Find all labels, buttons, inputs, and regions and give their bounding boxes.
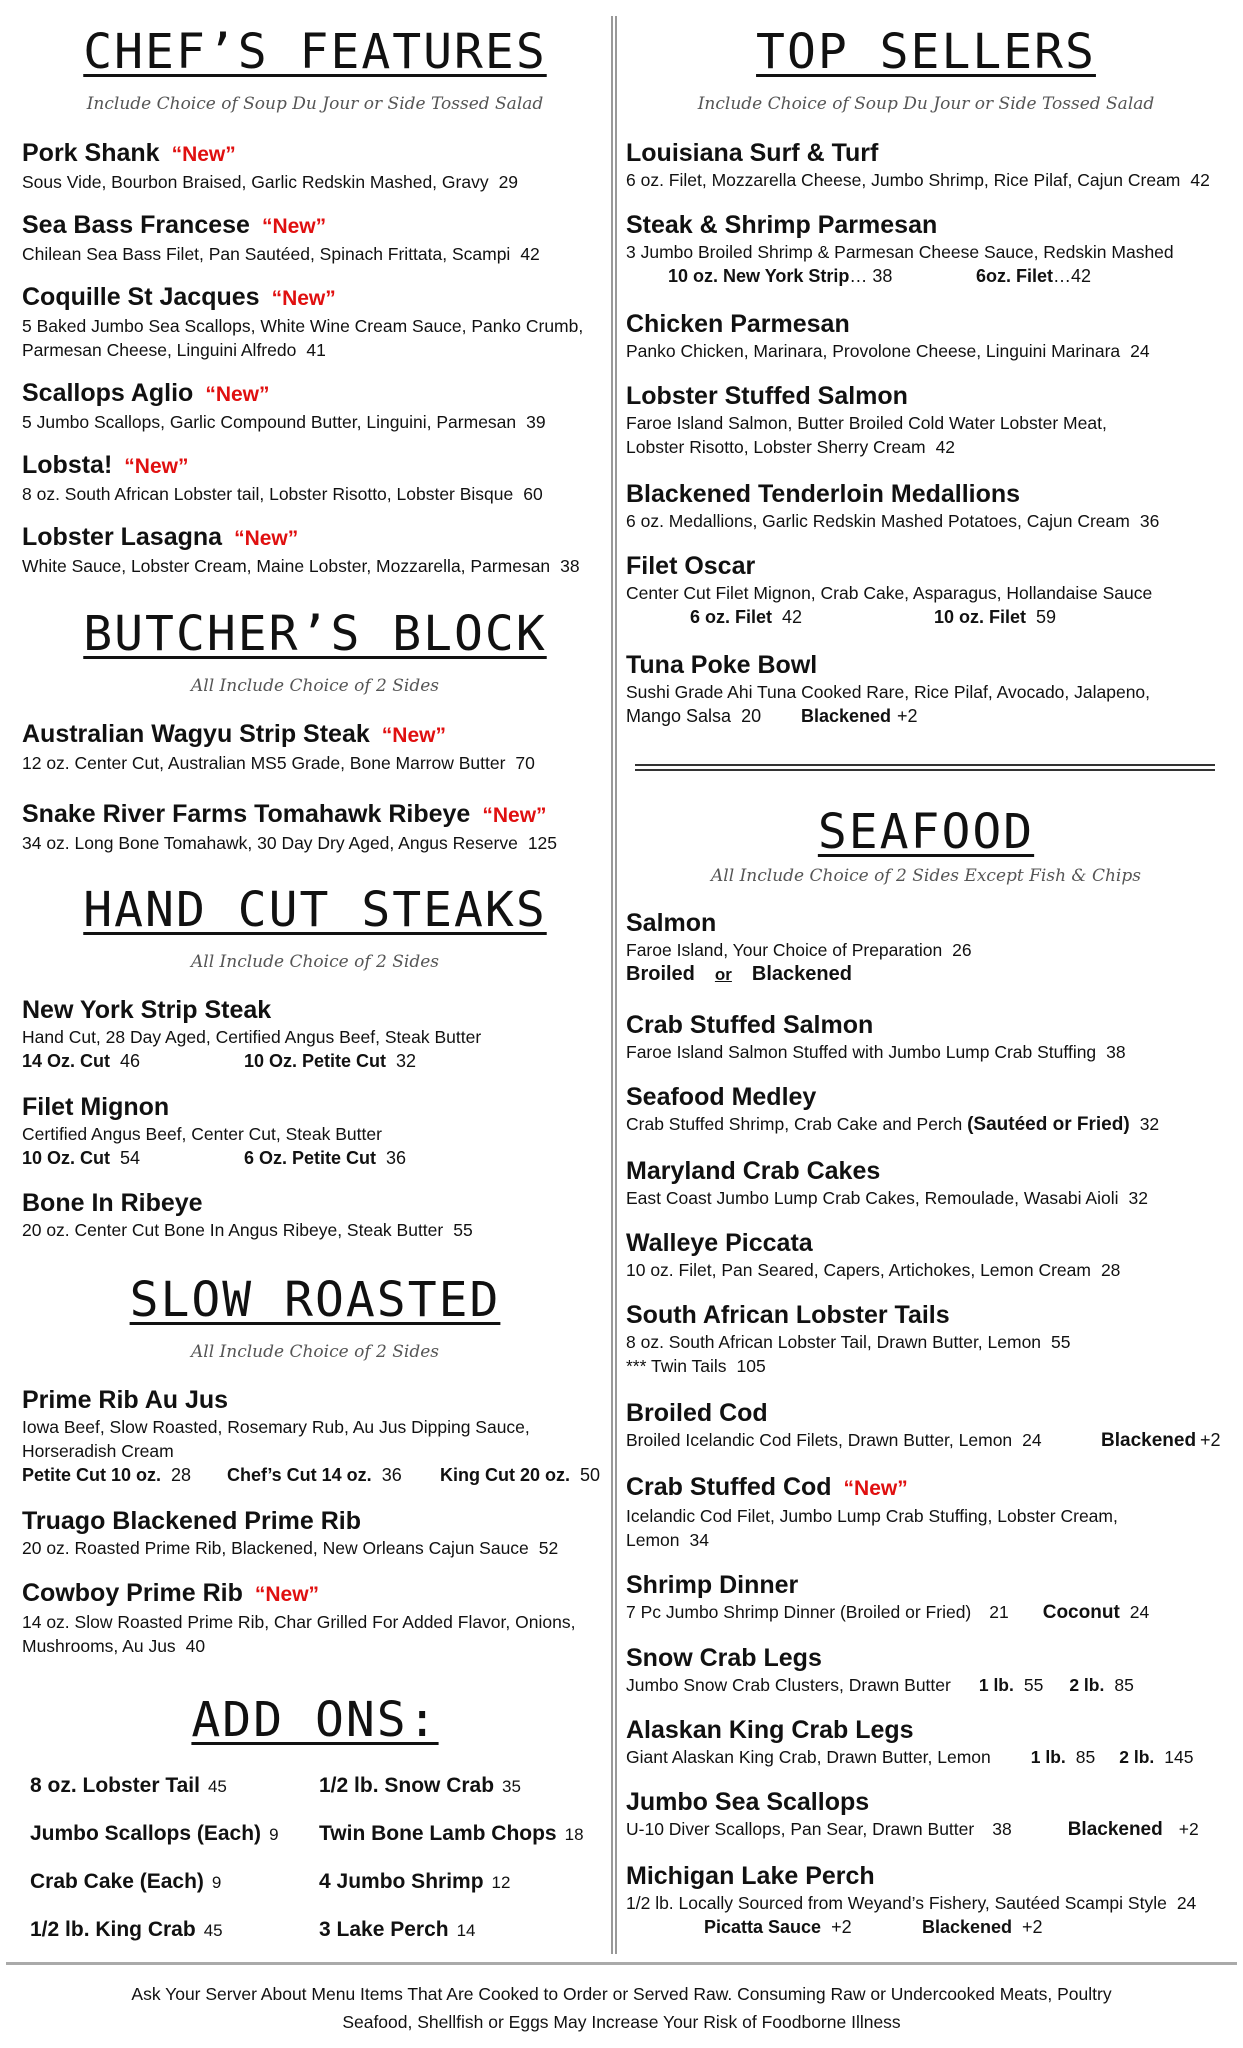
item-description: 6 oz. Medallions, Garlic Redskin Mashed Potatoes, Cajun Cream: [626, 511, 1130, 531]
item-price: 32: [1139, 1114, 1160, 1134]
option-label: 10 Oz. Petite Cut: [244, 1051, 387, 1071]
option-price: …42: [1053, 266, 1092, 286]
addon-price: 14: [456, 1921, 476, 1940]
menu-item: [22, 138, 608, 194]
item-name: Alaskan King Crab Legs: [626, 1716, 914, 1744]
menu-item: [626, 1010, 1226, 1064]
item-name: New York Strip Steak: [22, 996, 272, 1024]
item-price: 41: [306, 340, 326, 360]
new-badge: “New”: [124, 455, 189, 478]
menu-item: [22, 1092, 608, 1172]
item-name: Blackened Tenderloin Medallions: [626, 480, 1021, 508]
item-price: 105: [736, 1356, 766, 1376]
item-price: 34: [689, 1530, 709, 1550]
item-price: 24: [1176, 1893, 1197, 1913]
option-label: Broiled: [626, 963, 695, 985]
item-price: 20: [741, 706, 762, 726]
section-divider: [635, 764, 1215, 771]
addon-price: 18: [564, 1825, 584, 1844]
option-price: +2: [1178, 1819, 1199, 1839]
item-description: Sous Vide, Bourbon Braised, Garlic Redskin Mashed, Gravy: [22, 172, 489, 192]
addon-name: 1/2 lb. King Crab: [30, 1918, 196, 1941]
option-label: 2 lb.: [1119, 1747, 1155, 1767]
item-name: Crab Stuffed Cod: [626, 1473, 832, 1501]
option-label: 10 Oz. Cut: [22, 1148, 111, 1168]
item-name: Pork Shank: [22, 139, 160, 167]
item-description: 12 oz. Center Cut, Australian MS5 Grade, Bone Marrow Butter: [22, 753, 506, 773]
column-divider: [611, 16, 617, 1954]
item-name: Lobster Lasagna: [22, 523, 223, 551]
item-description-line2: Horseradish Cream: [22, 1441, 174, 1461]
option-price: 24: [1129, 1602, 1150, 1622]
item-price: 39: [526, 412, 546, 432]
option-label: Blackened: [801, 706, 892, 726]
item-description: East Coast Jumbo Lump Crab Cakes, Remoulade, Wasabi Aioli: [626, 1188, 1119, 1208]
item-name: Prime Rib Au Jus: [22, 1386, 229, 1414]
item-name: Lobster Stuffed Salmon: [626, 382, 908, 410]
addon-item: [319, 1916, 476, 1945]
section-title-seafood: SEAFOOD: [817, 804, 1035, 860]
item-name: Jumbo Sea Scallops: [626, 1788, 870, 1816]
section-title-add-ons: ADD ONS:: [191, 1692, 439, 1748]
item-price: 29: [498, 172, 519, 192]
item-name: Broiled Cod: [626, 1399, 768, 1427]
item-description: Sushi Grade Ahi Tuna Cooked Rare, Rice Pilaf, Avocado, Jalapeno,: [626, 682, 1151, 702]
option-label: Blackened: [751, 963, 852, 985]
menu-item: [22, 522, 608, 578]
menu-item: [626, 1228, 1226, 1282]
item-name: Walleye Piccata: [626, 1229, 813, 1257]
addon-item: [319, 1772, 521, 1801]
option-price: 85: [1075, 1747, 1096, 1767]
item-description: 6 oz. Filet, Mozzarella Cheese, Jumbo Shrimp, Rice Pilaf, Cajun Cream: [626, 170, 1181, 190]
item-name: Snow Crab Legs: [626, 1644, 822, 1672]
menu-item: [626, 1082, 1226, 1137]
item-description: White Sauce, Lobster Cream, Maine Lobster, Mozzarella, Parmesan: [22, 556, 551, 576]
section-subtitle: Include Choice of Soup Du Jour or Side Tossed Salad: [697, 94, 1155, 114]
new-badge: “New”: [271, 287, 336, 310]
addon-item: [30, 1868, 221, 1897]
new-badge: “New”: [381, 724, 446, 747]
option-price: 36: [386, 1148, 407, 1168]
item-description: Iowa Beef, Slow Roasted, Rosemary Rub, Au Jus Dipping Sauce,: [22, 1417, 530, 1437]
menu-item: [626, 1156, 1226, 1210]
option-label: 1 lb.: [1030, 1747, 1066, 1767]
item-price: 42: [520, 244, 540, 264]
item-price: 36: [1139, 511, 1160, 531]
section-subtitle: Include Choice of Soup Du Jour or Side Tossed Salad: [86, 94, 544, 114]
option-label: 6 Oz. Petite Cut: [244, 1148, 377, 1168]
item-description-line2: *** Twin Tails: [626, 1356, 727, 1376]
option-label: 10 oz. Filet: [934, 607, 1027, 627]
addon-name: Jumbo Scallops (Each): [30, 1822, 262, 1845]
section-subtitle: All Include Choice of 2 Sides: [191, 1342, 439, 1362]
section-title-hand-cut-steaks: HAND CUT STEAKS: [83, 882, 547, 938]
option-label: 6oz. Filet: [976, 266, 1054, 286]
item-price: 24: [1022, 1430, 1042, 1450]
menu-item: [626, 1300, 1226, 1378]
item-name: Filet Oscar: [626, 552, 756, 580]
new-badge: “New”: [843, 1477, 908, 1500]
footer-divider: [6, 1962, 1237, 1965]
option-label: Blackened: [1101, 1430, 1197, 1451]
item-price: 21: [989, 1602, 1009, 1622]
item-description: Icelandic Cod Filet, Jumbo Lump Crab Stuffing, Lobster Cream,: [626, 1506, 1118, 1526]
menu-item: [626, 138, 1226, 192]
item-description: 5 Jumbo Scallops, Garlic Compound Butter, Linguini, Parmesan: [22, 412, 517, 432]
item-description: Giant Alaskan King Crab, Drawn Butter, Lemon: [626, 1747, 991, 1767]
addon-name: Crab Cake (Each): [30, 1870, 204, 1893]
option-price: 50: [580, 1465, 601, 1485]
item-description: U-10 Diver Scallops, Pan Sear, Drawn Butter: [626, 1819, 975, 1839]
item-price: 42: [1190, 170, 1210, 190]
menu-item: [22, 282, 608, 362]
item-name: Australian Wagyu Strip Steak: [22, 720, 370, 748]
item-name: Cowboy Prime Rib: [22, 1579, 243, 1607]
option-label: 1 lb.: [978, 1675, 1014, 1695]
menu-item: [626, 1787, 1226, 1847]
item-name: Bone In Ribeye: [22, 1189, 203, 1217]
menu-item: [626, 381, 1226, 459]
item-description-line2: Mushrooms, Au Jus: [22, 1636, 176, 1656]
section-title-top-sellers: TOP SELLERS: [756, 24, 1096, 80]
menu-item: [626, 1472, 1226, 1552]
menu-item: [22, 210, 608, 266]
option-price: 145: [1164, 1747, 1194, 1767]
new-badge: “New”: [261, 215, 327, 238]
item-description: 1/2 lb. Locally Sourced from Weyand’s Fishery, Sautéed Scampi Style: [626, 1893, 1167, 1913]
item-name: Shrimp Dinner: [626, 1571, 799, 1599]
new-badge: “New”: [234, 527, 299, 550]
option-label: Blackened: [922, 1917, 1013, 1937]
item-description: 8 oz. South African Lobster Tail, Drawn Butter, Lemon: [626, 1332, 1042, 1352]
item-description: 34 oz. Long Bone Tomahawk, 30 Day Dry Aged, Angus Reserve: [22, 833, 518, 853]
addon-name: 8 oz. Lobster Tail: [30, 1774, 200, 1797]
item-name: Scallops Aglio: [22, 379, 194, 407]
addon-name: 4 Jumbo Shrimp: [319, 1870, 484, 1893]
menu-item: [22, 719, 608, 775]
item-price: 24: [1130, 341, 1150, 361]
item-description: Broiled Icelandic Cod Filets, Drawn Butter, Lemon: [626, 1430, 1013, 1450]
item-price: 60: [523, 484, 543, 504]
item-description: 20 oz. Roasted Prime Rib, Blackened, New Orleans Cajun Sauce: [22, 1538, 529, 1558]
item-preparation: (Sautéed or Fried): [967, 1114, 1130, 1135]
item-name: Tuna Poke Bowl: [626, 651, 818, 679]
option-price: 59: [1036, 607, 1057, 627]
item-price: 26: [952, 940, 972, 960]
item-name: Truago Blackened Prime Rib: [22, 1507, 361, 1535]
item-description: Faroe Island Salmon, Butter Broiled Cold Water Lobster Meat,: [626, 413, 1107, 433]
section-title-slow-roasted: SLOW ROASTED: [129, 1272, 501, 1328]
option-price: 32: [396, 1051, 417, 1071]
item-name: Sea Bass Francese: [22, 211, 250, 239]
notice-line: Seafood, Shellfish or Eggs May Increase Your Risk of Foodborne Illness: [342, 2012, 901, 2032]
option-label: Picatta Sauce: [704, 1917, 822, 1937]
item-name: Maryland Crab Cakes: [626, 1157, 881, 1185]
addon-name: 1/2 lb. Snow Crab: [319, 1774, 495, 1797]
item-description: Panko Chicken, Marinara, Provolone Cheese, Linguini Marinara: [626, 341, 1121, 361]
new-badge: “New”: [482, 804, 547, 827]
option-label: King Cut 20 oz.: [440, 1465, 570, 1485]
new-badge: “New”: [205, 383, 270, 406]
addon-price: 35: [502, 1777, 521, 1796]
item-name: Chicken Parmesan: [626, 310, 850, 338]
menu-item: [22, 995, 608, 1075]
item-description: 14 oz. Slow Roasted Prime Rib, Char Grilled For Added Flavor, Onions,: [22, 1612, 576, 1632]
menu-item: [22, 799, 608, 855]
menu-item: [626, 1398, 1226, 1458]
item-price: 42: [935, 437, 956, 457]
food-safety-notice: [0, 1980, 1243, 2036]
menu-item: [626, 210, 1226, 290]
item-name: Coquille St Jacques: [22, 283, 260, 311]
option-label: Petite Cut 10 oz.: [22, 1465, 162, 1485]
item-name: South African Lobster Tails: [626, 1301, 950, 1329]
item-description-line2: Lemon: [626, 1530, 680, 1550]
menu-item: [626, 1643, 1226, 1703]
option-label: 10 oz. New York Strip: [668, 266, 850, 286]
menu-item: [626, 1570, 1226, 1630]
option-price: 28: [171, 1465, 192, 1485]
option-label: 6 oz. Filet: [690, 607, 773, 627]
option-label: Coconut: [1042, 1602, 1120, 1623]
option-price: 36: [381, 1465, 402, 1485]
item-price: 32: [1128, 1188, 1148, 1208]
or-label: or: [714, 965, 732, 984]
item-price: 38: [560, 556, 580, 576]
item-description: 20 oz. Center Cut Bone In Angus Ribeye, Steak Butter: [22, 1220, 444, 1240]
item-name: Filet Mignon: [22, 1093, 170, 1121]
item-description: Faroe Island Salmon Stuffed with Jumbo Lump Crab Stuffing: [626, 1042, 1097, 1062]
addon-price: 45: [203, 1921, 223, 1940]
item-price: 125: [527, 833, 558, 853]
option-price: 54: [120, 1148, 141, 1168]
item-description: Certified Angus Beef, Center Cut, Steak Butter: [22, 1124, 382, 1144]
addon-item: [319, 1868, 510, 1897]
item-price: 55: [453, 1220, 473, 1240]
option-price: +2: [897, 706, 918, 726]
item-description: 7 Pc Jumbo Shrimp Dinner (Broiled or Fried): [626, 1602, 972, 1622]
menu-item: [22, 378, 608, 434]
new-badge: “New”: [254, 1583, 320, 1606]
item-description: Hand Cut, 28 Day Aged, Certified Angus Beef, Steak Butter: [22, 1027, 482, 1047]
item-name: Michigan Lake Perch: [626, 1862, 875, 1890]
section-subtitle: All Include Choice of 2 Sides: [191, 676, 439, 696]
item-description-line2: Lobster Risotto, Lobster Sherry Cream: [626, 437, 926, 457]
item-description: 10 oz. Filet, Pan Seared, Capers, Artichokes, Lemon Cream: [626, 1260, 1091, 1280]
menu-item: [626, 650, 1226, 730]
section-subtitle: All Include Choice of 2 Sides Except Fish & Chips: [711, 866, 1141, 886]
item-name: Salmon: [626, 909, 717, 937]
addon-name: 3 Lake Perch: [319, 1918, 449, 1941]
option-label: Chef’s Cut 14 oz.: [227, 1465, 372, 1485]
item-name: Snake River Farms Tomahawk Ribeye: [22, 800, 471, 828]
item-price: 28: [1100, 1260, 1121, 1280]
section-title-chefs-features: CHEF’S FEATURES: [83, 24, 547, 80]
item-price: 70: [515, 753, 535, 773]
addon-name: Twin Bone Lamb Chops: [319, 1822, 557, 1845]
item-price: 38: [992, 1819, 1012, 1839]
option-price: 42: [782, 607, 803, 627]
menu-item: [626, 309, 1226, 363]
menu-item: [626, 1861, 1226, 1941]
item-name: Louisiana Surf & Turf: [626, 139, 879, 167]
addon-price: 9: [269, 1825, 279, 1844]
menu-item: [22, 1385, 608, 1489]
option-price: +2: [1200, 1430, 1221, 1450]
option-label: 14 Oz. Cut: [22, 1051, 111, 1071]
item-description: 8 oz. South African Lobster tail, Lobster Risotto, Lobster Bisque: [22, 484, 514, 504]
menu-item: [626, 908, 1226, 988]
option-price: +2: [831, 1917, 852, 1937]
item-name: Steak & Shrimp Parmesan: [626, 211, 938, 239]
option-price: … 38: [849, 266, 893, 286]
item-price: 55: [1051, 1332, 1071, 1352]
item-description: Faroe Island, Your Choice of Preparation: [626, 940, 943, 960]
item-description-line2: Mango Salsa: [626, 706, 732, 726]
option-label: 2 lb.: [1069, 1675, 1105, 1695]
item-description: Jumbo Snow Crab Clusters, Drawn Butter: [626, 1675, 951, 1695]
menu-item: [22, 1506, 608, 1560]
new-badge: “New”: [171, 143, 236, 166]
option-price: 46: [120, 1051, 141, 1071]
item-name: Seafood Medley: [626, 1083, 817, 1111]
menu-item: [626, 551, 1226, 631]
section-title-butchers-block: BUTCHER’S BLOCK: [83, 606, 547, 662]
addon-price: 45: [207, 1777, 227, 1796]
menu-item: [22, 1578, 608, 1658]
section-subtitle: All Include Choice of 2 Sides: [191, 952, 439, 972]
option-label: Blackened: [1067, 1819, 1163, 1840]
item-name: Crab Stuffed Salmon: [626, 1011, 874, 1039]
menu-item: [22, 450, 608, 506]
item-price: 52: [538, 1538, 559, 1558]
option-price: 85: [1114, 1675, 1134, 1695]
notice-line: Ask Your Server About Menu Items That Are Cooked to Order or Served Raw. Consuming Raw or Undercooked Meats, Poultry: [131, 1984, 1112, 2004]
addon-item: [30, 1820, 279, 1849]
addon-item: [30, 1916, 223, 1945]
item-name: Lobsta!: [22, 451, 113, 479]
option-price: 55: [1023, 1675, 1044, 1695]
addon-price: 9: [211, 1873, 222, 1892]
option-price: +2: [1022, 1917, 1043, 1937]
item-description-line2: Parmesan Cheese, Linguini Alfredo: [22, 340, 297, 360]
menu-item: [626, 1715, 1226, 1775]
item-description: Center Cut Filet Mignon, Crab Cake, Asparagus, Hollandaise Sauce: [626, 583, 1153, 603]
item-price: 40: [185, 1636, 206, 1656]
addon-item: [30, 1772, 227, 1801]
item-description: 5 Baked Jumbo Sea Scallops, White Wine Cream Sauce, Panko Crumb,: [22, 316, 584, 336]
menu-item: [626, 479, 1226, 533]
item-price: 38: [1106, 1042, 1126, 1062]
item-description: Crab Stuffed Shrimp, Crab Cake and Perch: [626, 1114, 963, 1134]
item-description: 3 Jumbo Broiled Shrimp & Parmesan Cheese Sauce, Redskin Mashed: [626, 242, 1174, 262]
addon-price: 12: [491, 1873, 511, 1892]
addon-item: [319, 1820, 584, 1849]
menu-item: [22, 1188, 608, 1242]
item-description: Chilean Sea Bass Filet, Pan Sautéed, Spinach Frittata, Scampi: [22, 244, 511, 264]
